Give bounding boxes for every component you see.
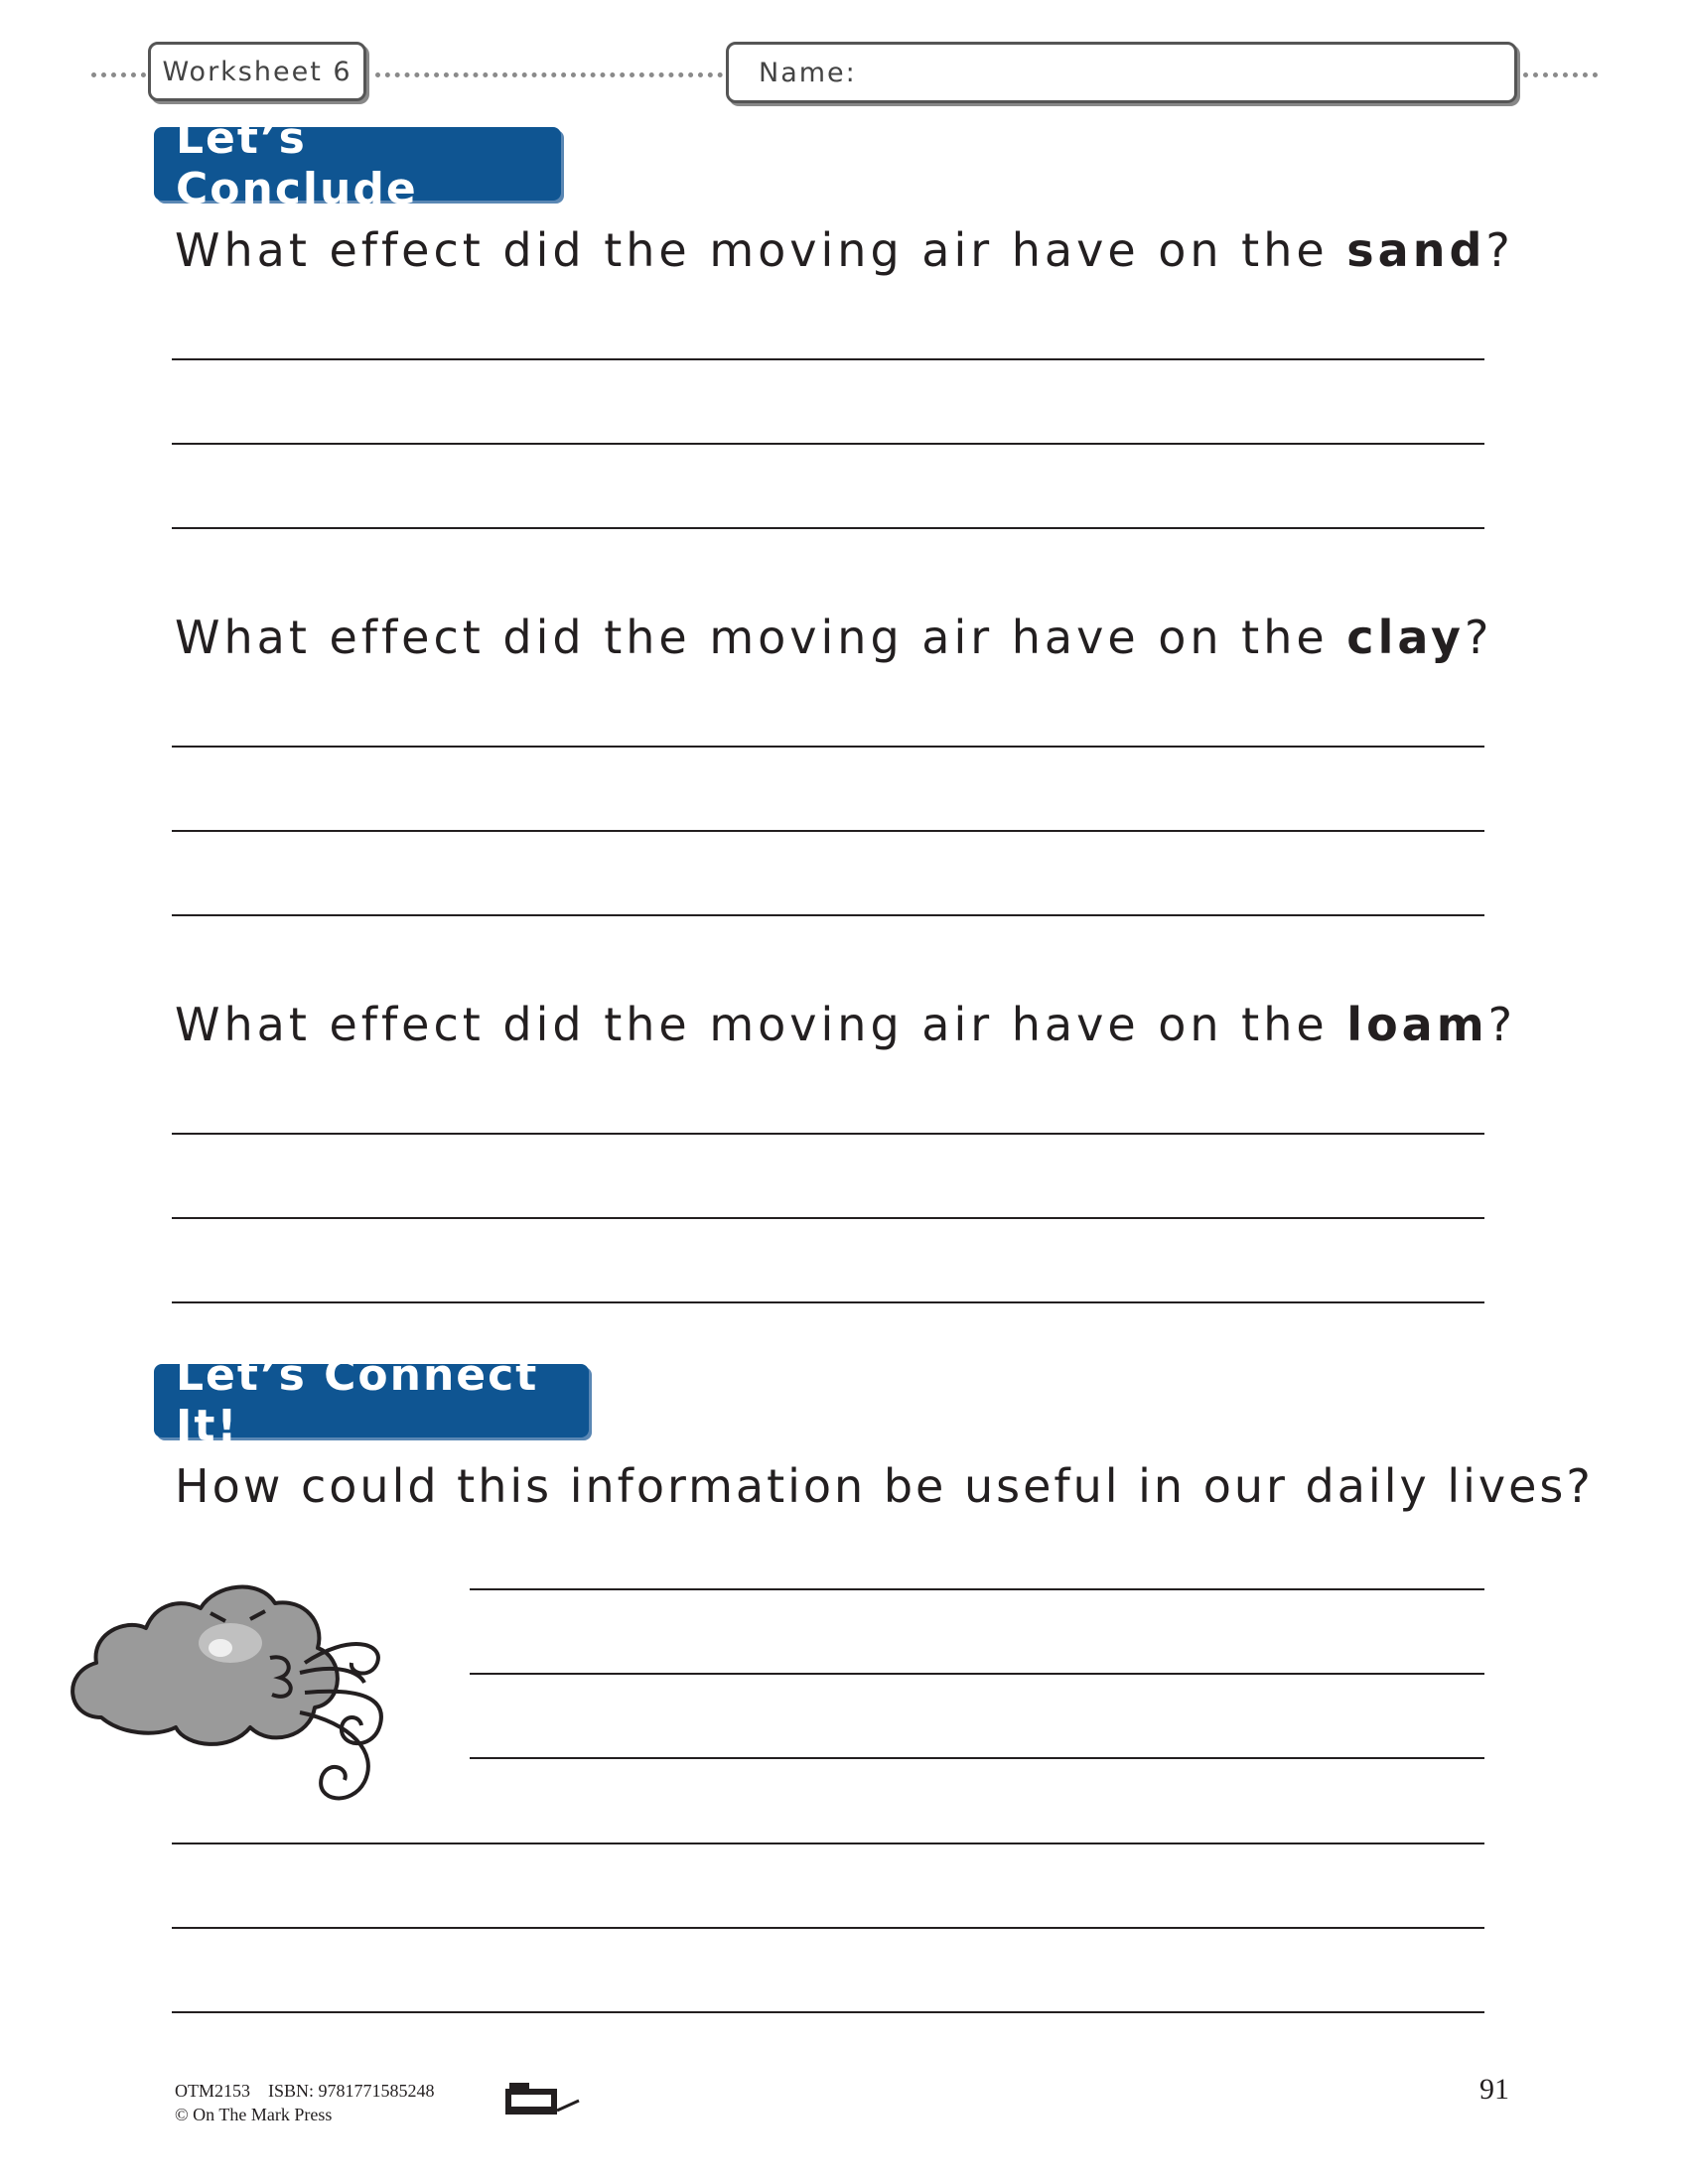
answer-line[interactable]	[172, 527, 1484, 529]
answer-line[interactable]	[172, 1301, 1484, 1303]
answer-line[interactable]	[172, 2011, 1484, 2013]
question-loam-keyword: loam	[1346, 998, 1488, 1051]
copyright: © On The Mark Press	[175, 2105, 333, 2124]
name-label: Name:	[759, 57, 857, 88]
isbn: ISBN: 9781771585248	[268, 2081, 435, 2101]
footer-info	[175, 2079, 435, 2126]
answer-line[interactable]	[172, 1133, 1484, 1135]
answer-line[interactable]	[470, 1588, 1484, 1590]
answer-line[interactable]	[172, 914, 1484, 916]
question-clay	[175, 611, 1492, 664]
answer-line[interactable]	[470, 1757, 1484, 1759]
answer-line[interactable]	[172, 1217, 1484, 1219]
worksheet-label	[148, 42, 366, 101]
header-dots-middle	[375, 72, 723, 77]
answer-line[interactable]	[470, 1673, 1484, 1675]
question-sand-suffix: ?	[1485, 223, 1514, 277]
product-code: OTM2153	[175, 2081, 250, 2101]
name-field[interactable]	[726, 42, 1517, 103]
question-loam-suffix: ?	[1487, 998, 1517, 1051]
question-sand	[175, 223, 1514, 277]
question-clay-keyword: clay	[1346, 611, 1465, 664]
question-loam-prefix: What effect did the moving air have on the	[175, 998, 1347, 1051]
page-number: 91	[1479, 2073, 1509, 2106]
question-clay-suffix: ?	[1464, 611, 1493, 664]
publisher-logo-icon	[501, 2081, 581, 2120]
answer-line[interactable]	[172, 1927, 1484, 1929]
header-dots-right	[1523, 72, 1598, 77]
answer-line[interactable]	[172, 746, 1484, 748]
conclude-heading: Let’s Conclude	[154, 127, 561, 201]
question-loam	[175, 998, 1516, 1051]
question-sand-prefix: What effect did the moving air have on the	[175, 223, 1347, 277]
connect-heading: Let’s Connect It!	[154, 1364, 589, 1437]
worksheet-label-text: Worksheet 6	[162, 56, 352, 87]
answer-line[interactable]	[172, 358, 1484, 360]
answer-line[interactable]	[172, 830, 1484, 832]
answer-line[interactable]	[172, 443, 1484, 445]
answer-line[interactable]	[172, 1843, 1484, 1844]
connect-question: How could this information be useful in our daily lives?	[175, 1459, 1594, 1513]
question-clay-prefix: What effect did the moving air have on the	[175, 611, 1347, 664]
wind-blowing-cloud-icon	[62, 1524, 459, 1802]
header-dots-left	[91, 72, 146, 77]
question-sand-keyword: sand	[1346, 223, 1486, 277]
